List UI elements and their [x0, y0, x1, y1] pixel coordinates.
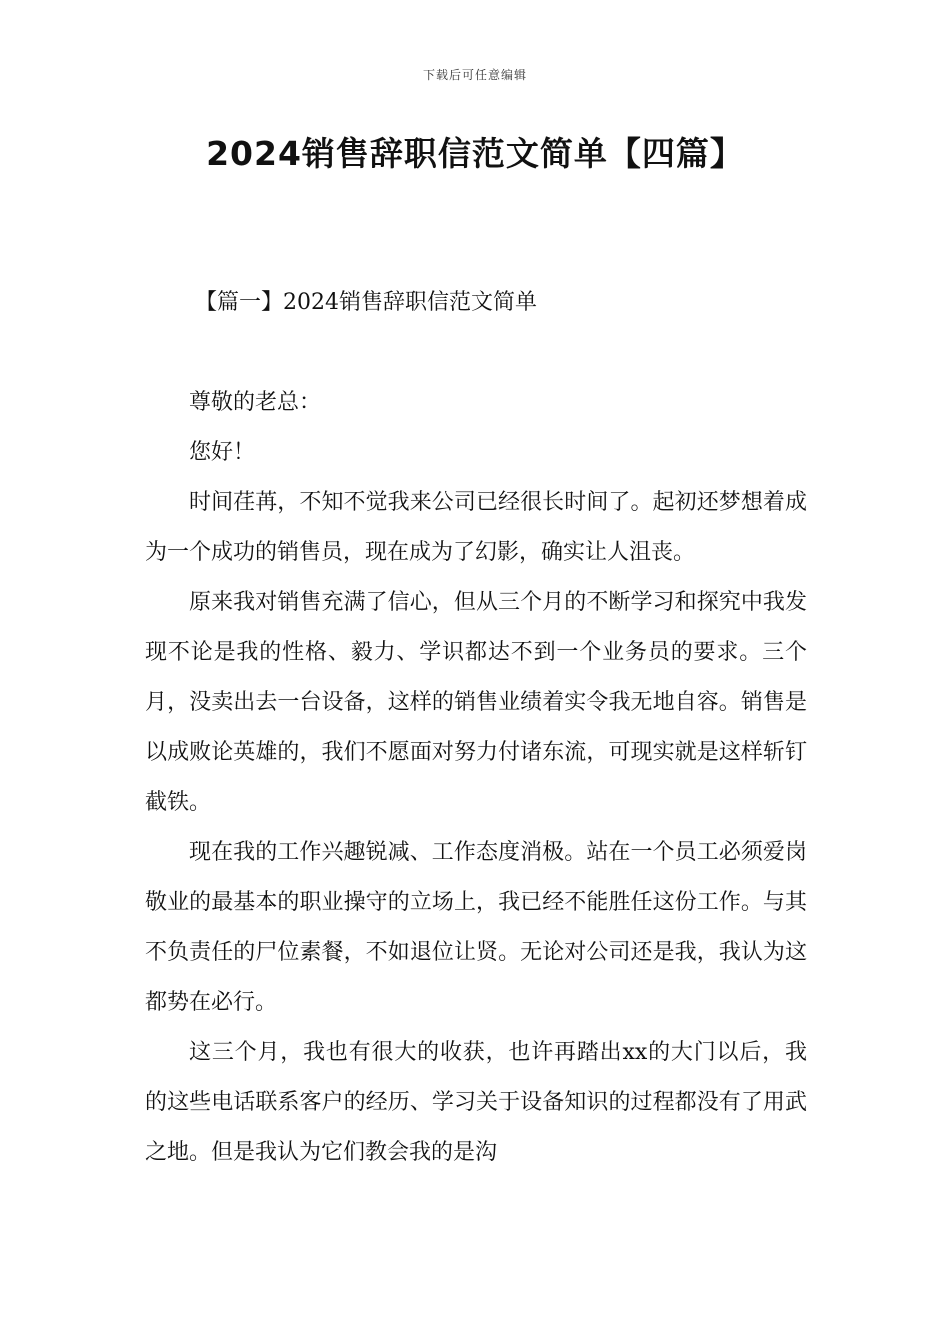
- paragraph: 这三个月，我也有很大的收获，也许再踏出xx的大门以后，我的这些电话联系客户的经历、学习关于设备知识的过程都没有了用武之地。但是我认为它们教会我的是沟: [145, 1040, 807, 1165]
- paragraph: 时间荏苒，不知不觉我来公司已经很长时间了。起初还梦想着成为一个成功的销售员，现在成为了幻影，确实让人沮丧。: [145, 490, 807, 565]
- letter-body: [145, 378, 807, 1178]
- paragraph: 现在我的工作兴趣锐减、工作态度消极。站在一个员工必须爱岗敬业的最基本的职业操守的立场上，我已经不能胜任这份工作。与其不负责任的尸位素餐，不如退位让贤。无论对公司还是我，我认为这都势在必行。: [145, 840, 807, 1015]
- document-title: 2024销售辞职信范文简单【四篇】: [206, 134, 744, 173]
- header-note: 下载后可任意编辑: [422, 68, 527, 82]
- salutation: 尊敬的老总：: [189, 390, 322, 415]
- section-heading: 【篇一】2024销售辞职信范文简单: [195, 290, 537, 315]
- paragraph: 原来我对销售充满了信心，但从三个月的不断学习和探究中我发现不论是我的性格、毅力、学识都达不到一个业务员的要求。三个月，没卖出去一台设备，这样的销售业绩着实令我无地自容。销售是以成败论英雄的，我们不愿面对努力付诸东流，可现实就是这样斩钉截铁。: [145, 590, 807, 815]
- greeting: 您好！: [189, 440, 256, 465]
